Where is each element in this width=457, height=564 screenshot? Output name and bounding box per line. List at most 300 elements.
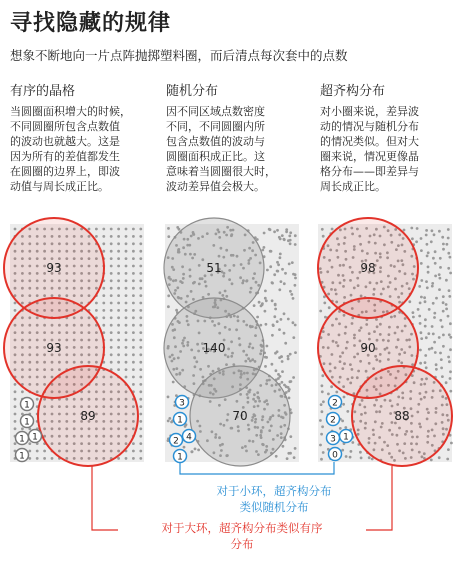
lattice-dot (139, 368, 142, 371)
lattice-dot (132, 442, 135, 445)
hyperuniform-dot (447, 356, 450, 359)
lattice-dot (125, 279, 128, 282)
hyperuniform-dot (420, 249, 423, 252)
random-dot (172, 381, 175, 384)
big-ring-count: 93 (46, 261, 62, 275)
lattice-dot (110, 302, 113, 305)
hyperuniform-dot (341, 420, 344, 423)
small-ring (21, 415, 34, 428)
hyperuniform-dot (441, 325, 444, 328)
small-ring (174, 413, 187, 426)
lattice-dot (132, 376, 135, 379)
lattice-dot (117, 316, 120, 319)
lattice-dot (139, 324, 142, 327)
hyperuniform-dot (439, 352, 442, 355)
random-dot (270, 250, 273, 253)
random-dot (273, 273, 276, 276)
lattice-dot (102, 242, 105, 245)
hyperuniform-dot (425, 234, 428, 237)
hyperuniform-dot (339, 427, 342, 430)
random-dot (283, 384, 286, 387)
text-line: 包含点数值的波动与 (166, 135, 265, 148)
small-ring-count: 2 (330, 415, 336, 426)
hyperuniform-dot (425, 366, 428, 369)
lattice-dot (139, 316, 142, 319)
hyperuniform-dot (323, 302, 326, 305)
random-dot (265, 299, 268, 302)
hyperuniform-dot (433, 316, 436, 319)
lattice-dot (95, 302, 98, 305)
hyperuniform-dot (449, 390, 452, 393)
lattice-dot (110, 287, 113, 290)
random-dot (278, 328, 281, 331)
small-ring (170, 434, 183, 447)
hyperuniform-dot (419, 302, 422, 305)
small-ring-count: 0 (332, 450, 338, 461)
hyperuniform-dot (359, 451, 362, 454)
lattice-dot (125, 250, 128, 253)
random-dot (292, 336, 295, 339)
big-ring (190, 366, 290, 466)
hyperuniform-dot (434, 275, 437, 278)
lattice-dot (139, 250, 142, 253)
random-dot (281, 360, 284, 363)
lattice-dot (132, 339, 135, 342)
hyperuniform-dot (344, 426, 347, 429)
hyperuniform-dot (447, 252, 450, 255)
small-ring (340, 430, 353, 443)
lattice-dot (110, 353, 113, 356)
lattice-dot (110, 228, 113, 231)
big-ring-count: 51 (206, 261, 222, 275)
lattice-dot (125, 376, 128, 379)
lattice-dot (36, 450, 39, 453)
lattice-dot (139, 390, 142, 393)
hyperuniform-dot (345, 455, 348, 458)
lattice-dot (117, 257, 120, 260)
random-dot (287, 239, 290, 242)
lattice-dot (117, 346, 120, 349)
random-dot (287, 390, 290, 393)
random-dot (261, 249, 264, 252)
random-dot (271, 299, 274, 302)
hyperuniform-dot (416, 227, 419, 230)
lattice-dot (36, 457, 39, 460)
lattice-dot (132, 368, 135, 371)
hyperuniform-dot (449, 348, 452, 351)
random-dot (276, 320, 279, 323)
hyperuniform-dot (419, 322, 422, 325)
small-ring-count: 1 (24, 400, 30, 411)
text-line: 圆圈面积成正比。这 (166, 150, 265, 163)
hyperuniform-dot (319, 310, 322, 313)
lattice-dot (110, 316, 113, 319)
random-dot (275, 369, 278, 372)
hyperuniform-dot (419, 349, 422, 352)
lattice-dot (117, 294, 120, 297)
lattice-dot (14, 383, 17, 386)
annotation-line: 分布 (230, 537, 254, 551)
lattice-dot (117, 250, 120, 253)
lattice-dot (110, 279, 113, 282)
lattice-dot (125, 457, 128, 460)
random-dot (266, 269, 269, 272)
random-dot (167, 227, 170, 230)
lattice-dot (125, 242, 128, 245)
hyperuniform-dot (438, 230, 441, 233)
random-dot (274, 352, 277, 355)
hyperuniform-dot (431, 229, 434, 232)
hyperuniform-dot (321, 384, 324, 387)
random-dot (285, 230, 288, 233)
small-ring-count: 1 (19, 451, 25, 462)
lattice-dot (117, 302, 120, 305)
big-ring-count: 93 (46, 341, 62, 355)
hyperuniform-dot (410, 227, 413, 230)
lattice-dot (14, 228, 17, 231)
lattice-dot (102, 324, 105, 327)
random-dot (289, 290, 292, 293)
random-dot (276, 270, 279, 273)
random-dot (283, 282, 286, 285)
hyperuniform-dot (346, 410, 349, 413)
lattice-dot (28, 442, 31, 445)
annotation-line: 对于小环，超齐构分布 (216, 484, 332, 498)
lattice-dot (125, 309, 128, 312)
lattice-dot (132, 235, 135, 238)
lattice-dot (139, 361, 142, 364)
lattice-dot (110, 272, 113, 275)
hyperuniform-dot (435, 363, 438, 366)
small-ring (183, 430, 196, 443)
hyperuniform-dot (442, 243, 445, 246)
random-dot (264, 290, 267, 293)
hyperuniform-dot (449, 336, 452, 339)
lattice-dot (110, 257, 113, 260)
hyperuniform-dot (415, 240, 418, 243)
hyperuniform-dot (319, 444, 322, 447)
hyperuniform-dot (428, 348, 431, 351)
hyperuniform-dot (319, 419, 322, 422)
big-ring-count: 140 (202, 341, 226, 355)
random-dot (294, 324, 297, 327)
lattice-dot (125, 287, 128, 290)
random-dot (283, 312, 286, 315)
hyperuniform-dot (322, 400, 325, 403)
small-ring (329, 448, 342, 461)
big-ring-count: 89 (80, 409, 96, 423)
text-line: 的情况类似。但对大 (320, 135, 419, 148)
random-dot (294, 234, 297, 237)
random-dot (294, 447, 297, 450)
lattice-dot (139, 235, 142, 238)
lattice-dot (139, 331, 142, 334)
lattice-dot (117, 331, 120, 334)
hyperuniform-dot (430, 459, 433, 462)
lattice-dot (125, 346, 128, 349)
hyperuniform-dot (435, 297, 438, 300)
random-dot (265, 323, 268, 326)
hyperuniform-dot (327, 393, 330, 396)
hyperuniform-dot (449, 370, 452, 373)
big-ring (352, 366, 452, 466)
lattice-dot (117, 353, 120, 356)
hyperuniform-dot (420, 296, 423, 299)
hyperuniform-dot (448, 289, 451, 292)
hyperuniform-dot (427, 332, 430, 335)
lattice-dot (117, 339, 120, 342)
hyperuniform-dot (433, 341, 436, 344)
random-dot (167, 305, 170, 308)
annotation-line: 类似随机分布 (239, 500, 309, 514)
random-dot (261, 302, 264, 305)
lattice-dot (117, 272, 120, 275)
large-ring-connector-right (366, 466, 392, 530)
text-line: 圈来说，情况更像晶 (320, 150, 419, 163)
lattice-dot (139, 302, 142, 305)
random-dot (264, 310, 267, 313)
lattice-dot (102, 287, 105, 290)
random-dot (264, 297, 267, 300)
hyperuniform-dot (417, 308, 420, 311)
hyperuniform-dot (435, 368, 438, 371)
text-line: 因不同区域点数密度 (166, 105, 265, 118)
hyperuniform-dot (448, 295, 451, 298)
lattice-dot (117, 228, 120, 231)
lattice-dot (14, 302, 17, 305)
small-ring-count: 1 (24, 417, 30, 428)
lattice-dot (125, 235, 128, 238)
hyperuniform-dot (420, 237, 423, 240)
hyperuniform-dot (432, 302, 435, 305)
lattice-dot (139, 279, 142, 282)
random-dot (168, 417, 171, 420)
lattice-dot (110, 361, 113, 364)
random-dot (273, 315, 276, 318)
lattice-dot (125, 361, 128, 364)
lattice-dot (132, 279, 135, 282)
text-line: 格分布——即差异与 (320, 165, 419, 178)
random-dot (293, 456, 296, 459)
hyperuniform-dot (449, 322, 452, 325)
hyperuniform-dot (335, 391, 338, 394)
random-dot (167, 294, 170, 297)
hyperuniform-dot (425, 229, 428, 232)
lattice-dot (110, 339, 113, 342)
hyperuniform-dot (342, 403, 345, 406)
hyperuniform-dot (445, 308, 448, 311)
hyperuniform-dot (322, 235, 325, 238)
lattice-dot (117, 279, 120, 282)
random-dot (279, 253, 282, 256)
random-dot (287, 355, 290, 358)
hyperuniform-dot (438, 336, 441, 339)
lattice-dot (132, 457, 135, 460)
random-dot (276, 229, 279, 232)
lattice-dot (132, 331, 135, 334)
random-dot (275, 455, 278, 458)
hyperuniform-dot (445, 279, 448, 282)
random-dot (289, 242, 292, 245)
random-dot (280, 355, 283, 358)
lattice-dot (139, 287, 142, 290)
random-dot (175, 309, 178, 312)
hyperuniform-dot (419, 362, 422, 365)
hyperuniform-dot (418, 285, 421, 288)
hyperuniform-dot (434, 351, 437, 354)
lattice-dot (139, 228, 142, 231)
lattice-dot (132, 346, 135, 349)
hyperuniform-dot (321, 228, 324, 231)
lattice-dot (132, 361, 135, 364)
lattice-dot (43, 457, 46, 460)
random-dot (283, 332, 286, 335)
column-heading-random: 随机分布 (166, 84, 219, 99)
hyperuniform-dot (420, 331, 423, 334)
lattice-dot (125, 294, 128, 297)
random-dot (167, 420, 170, 423)
random-dot (294, 351, 297, 354)
lattice-dot (117, 368, 120, 371)
hyperuniform-dot (424, 354, 427, 357)
lattice-dot (132, 324, 135, 327)
hyperuniform-dot (446, 243, 449, 246)
random-dot (194, 448, 197, 451)
hyperuniform-dot (442, 334, 445, 337)
random-dot (269, 265, 272, 268)
lattice-dot (110, 265, 113, 268)
text-line: 波动差异值会极大。 (166, 180, 265, 193)
hyperuniform-dot (447, 267, 450, 270)
hyperuniform-dot (449, 256, 452, 259)
lattice-dot (132, 309, 135, 312)
lattice-dot (132, 316, 135, 319)
hyperuniform-dot (439, 277, 442, 280)
random-dot (264, 365, 267, 368)
hyperuniform-dot (434, 250, 437, 253)
lattice-dot (139, 398, 142, 401)
lattice-dot (88, 228, 91, 231)
random-dot (292, 321, 295, 324)
hyperuniform-dot (442, 301, 445, 304)
lattice-dot (132, 242, 135, 245)
random-dot (292, 273, 295, 276)
hyperuniform-dot (368, 456, 371, 459)
hyperuniform-dot (447, 448, 450, 451)
hyperuniform-dot (328, 306, 331, 309)
small-ring (327, 432, 340, 445)
random-dot (283, 238, 286, 241)
random-dot (256, 316, 259, 319)
hyperuniform-dot (412, 311, 415, 314)
lattice-dot (125, 302, 128, 305)
hyperuniform-dot (425, 280, 428, 283)
random-dot (167, 235, 170, 238)
page-subtitle: 想象不断地向一片点阵抛掷塑料圈，而后清点每次套中的点数 (10, 48, 348, 63)
hyperuniform-dot (420, 337, 423, 340)
lattice-dot (21, 427, 24, 430)
hyperuniform-dot (440, 367, 443, 370)
lattice-dot (139, 346, 142, 349)
small-ring-count: 1 (32, 432, 38, 443)
lattice-dot (139, 383, 142, 386)
random-dot (281, 268, 284, 271)
annotation-small-rings (180, 483, 368, 515)
lattice-dot (102, 228, 105, 231)
lattice-dot (14, 309, 17, 312)
lattice-dot (102, 250, 105, 253)
lattice-dot (132, 302, 135, 305)
small-ring (21, 398, 34, 411)
lattice-dot (125, 324, 128, 327)
lattice-dot (125, 353, 128, 356)
text-line: 的波动也就越大。这是 (10, 135, 120, 148)
hyperuniform-dot (331, 228, 334, 231)
hyperuniform-dot (439, 257, 442, 260)
lattice-dot (139, 265, 142, 268)
random-dot (290, 380, 293, 383)
lattice-dot (117, 242, 120, 245)
lattice-dot (125, 228, 128, 231)
random-dot (292, 376, 295, 379)
text-line: 对小圈来说，差异波 (320, 105, 419, 118)
text-line: 周长成正比。 (320, 180, 386, 193)
hyperuniform-dot (426, 255, 429, 258)
hyperuniform-dot (442, 345, 445, 348)
big-ring-count: 88 (394, 409, 410, 423)
lattice-dot (132, 228, 135, 231)
small-ring (327, 413, 340, 426)
random-dot (266, 345, 269, 348)
hyperuniform-dot (438, 456, 441, 459)
lattice-dot (51, 457, 54, 460)
hyperuniform-dot (320, 403, 323, 406)
lattice-dot (117, 309, 120, 312)
text-line: 因为所有的差值都发生 (10, 150, 120, 163)
lattice-dot (139, 413, 142, 416)
text-line: 动值与周长成正比。 (10, 180, 109, 193)
lattice-dot (14, 427, 17, 430)
lattice-dot (125, 272, 128, 275)
lattice-dot (139, 309, 142, 312)
random-dot (289, 231, 292, 234)
lattice-dot (132, 250, 135, 253)
lattice-dot (95, 235, 98, 238)
lattice-dot (139, 435, 142, 438)
hyperuniform-dot (412, 316, 415, 319)
random-dot (282, 445, 285, 448)
lattice-dot (43, 450, 46, 453)
lattice-dot (14, 413, 17, 416)
hyperuniform-dot (432, 333, 435, 336)
lattice-dot (132, 272, 135, 275)
hyperuniform-dot (360, 457, 363, 460)
hyperuniform-dot (449, 272, 452, 275)
hyperuniform-dot (438, 273, 441, 276)
hyperuniform-dot (420, 262, 423, 265)
random-dot (263, 246, 266, 249)
random-dot (263, 232, 266, 235)
hyperuniform-dot (441, 375, 444, 378)
random-dot (284, 342, 287, 345)
random-dot (167, 396, 170, 399)
small-ring (16, 432, 29, 445)
small-ring (176, 396, 189, 409)
hyperuniform-dot (432, 257, 435, 260)
lattice-dot (125, 339, 128, 342)
text-line: 动的情况与随机分布 (320, 120, 419, 133)
hyperuniform-dot (321, 410, 324, 413)
